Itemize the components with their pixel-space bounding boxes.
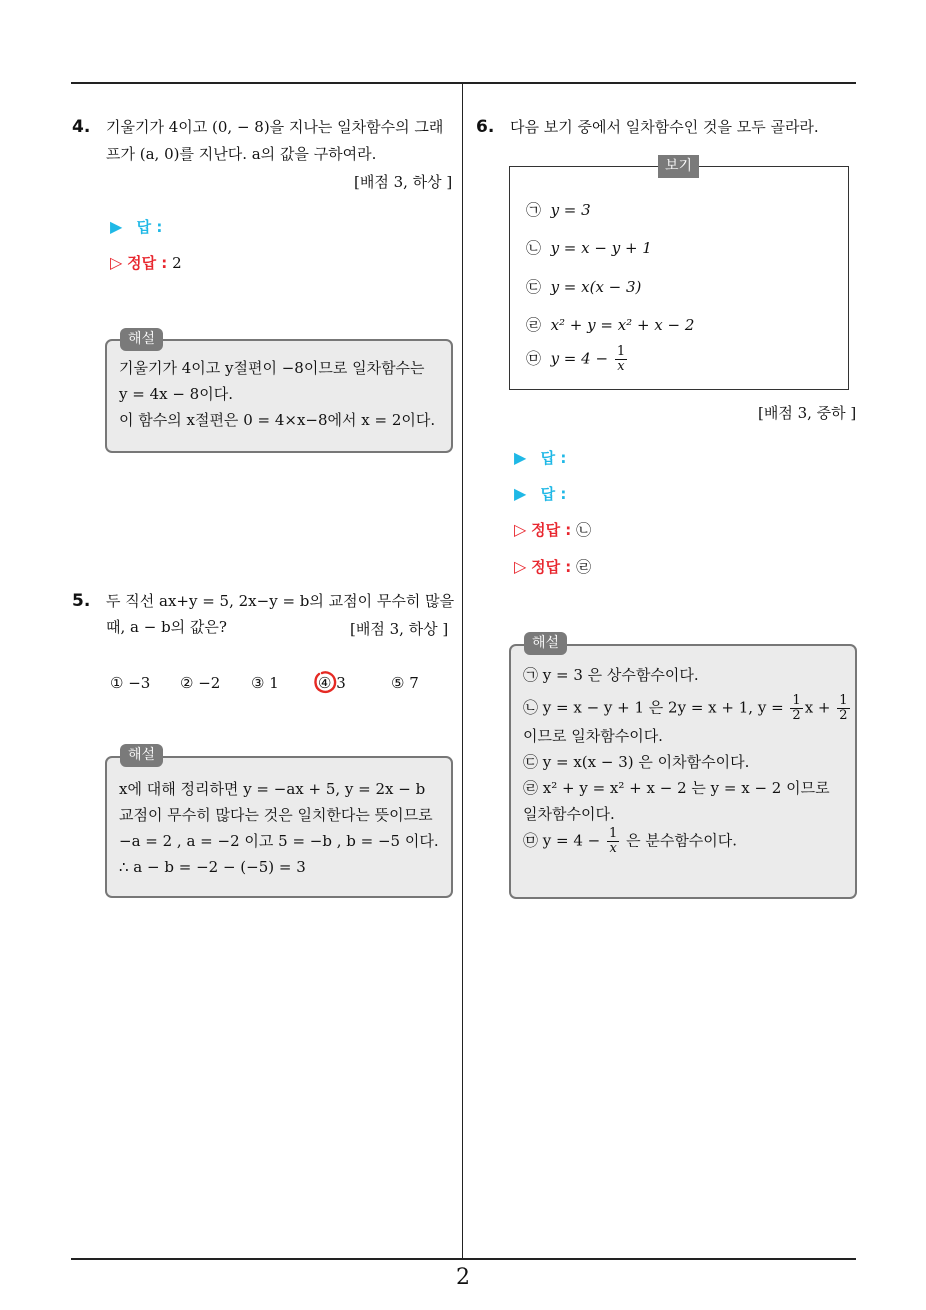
q4-correct-value: 2 bbox=[172, 254, 182, 272]
q6-explain-line7: ㉤ y = 4 − $\frac{1}{x}$ 은 분수함수이다. bbox=[523, 826, 738, 856]
q5-number: 5. bbox=[72, 591, 91, 611]
top-rule bbox=[71, 82, 856, 84]
red-answer-circle-icon bbox=[313, 670, 337, 694]
q6-explain-frac-half-2: $\frac{1}{2}$ bbox=[839, 693, 848, 723]
q4-answer-label: 답 : bbox=[136, 218, 163, 236]
q4-explanation-box bbox=[105, 339, 453, 453]
q5-explain-line2: 교점이 무수히 많다는 것은 일치한다는 뜻이므로 bbox=[119, 806, 433, 824]
q6-text-line1: 다음 보기 중에서 일차함수인 것을 모두 골라라. bbox=[510, 118, 819, 136]
q5-explain-line4: ∴ a − b = −2 − (−5) = 3 bbox=[119, 858, 306, 876]
open-triangle-icon: ▷ bbox=[514, 557, 527, 576]
q4-explain-line1: 기울기가 4이고 y절편이 −8이므로 일차함수는 bbox=[119, 359, 425, 377]
column-divider bbox=[462, 83, 463, 1259]
q6-correct-value-1: ㉡ bbox=[576, 521, 592, 539]
q6-bogi-box bbox=[509, 166, 849, 390]
q6-explain-frac-one-over-x: $\frac{1}{x}$ bbox=[609, 826, 618, 856]
q6-score: [배점 3, 중하 ] bbox=[758, 404, 857, 422]
q4-correct-label: 정답 : bbox=[127, 254, 168, 272]
q4-text-line2: 프가 (a, 0)를 지난다. a의 값을 구하여라. bbox=[106, 145, 377, 163]
q6-explain-line4: ㉢ y = x(x − 3) 은 이차함수이다. bbox=[523, 753, 750, 771]
filled-triangle-icon: ▶ bbox=[514, 484, 527, 503]
q6-correct-label-1: 정답 : bbox=[531, 521, 572, 539]
q4-score: [배점 3, 하상 ] bbox=[354, 173, 453, 191]
q6-bogi-item-1: ㉠ y = 3 bbox=[526, 201, 591, 219]
open-triangle-icon: ▷ bbox=[514, 520, 527, 539]
q5-explain-line3: −a = 2 , a = −2 이고 5 = −b , b = −5 이다. bbox=[119, 832, 439, 850]
q6-explain-line3: 이므로 일차함수이다. bbox=[523, 727, 663, 745]
q5-text-line1: 두 직선 ax+y = 5, 2x−y = b의 교점이 무수히 많을 bbox=[106, 592, 455, 610]
q5-explanation-tag: 해설 bbox=[120, 744, 163, 767]
q5-score: [배점 3, 하상 ] bbox=[350, 620, 449, 638]
q4-answer-row bbox=[110, 216, 162, 237]
q6-answer-label-1: 답 : bbox=[540, 449, 567, 467]
q4-explanation-tag: 해설 bbox=[120, 328, 163, 351]
q6-correct-row-1 bbox=[514, 519, 591, 540]
filled-triangle-icon: ▶ bbox=[514, 448, 527, 467]
q4-number: 4. bbox=[72, 117, 91, 137]
q6-bogi-item-2: ㉡ y = x − y + 1 bbox=[526, 239, 652, 257]
q6-explanation-box bbox=[509, 644, 857, 899]
q6-answer-label-2: 답 : bbox=[540, 485, 567, 503]
q5-choice-2[interactable]: ② −2 bbox=[180, 674, 221, 692]
q5-choice-5[interactable]: ⑤ 7 bbox=[391, 674, 419, 692]
bottom-rule bbox=[71, 1258, 856, 1260]
q6-explain-line2: ㉡ y = x − y + 1 은 2y = x + 1, y = $\frac{1}{2}$ x + $\frac{1}{2}$ bbox=[523, 693, 848, 723]
filled-triangle-icon: ▶ bbox=[110, 217, 123, 236]
q6-correct-value-2: ㉣ bbox=[576, 558, 592, 576]
q6-explain-line1: ㉠ y = 3 은 상수함수이다. bbox=[523, 666, 699, 684]
q6-explain-line5: ㉣ x² + y = x² + x − 2 는 y = x − 2 이므로 bbox=[523, 779, 830, 797]
q4-text-line1: 기울기가 4이고 (0, − 8)을 지나는 일차함수의 그래 bbox=[106, 118, 444, 136]
page-number: 2 bbox=[456, 1265, 470, 1290]
q6-explanation-tag: 해설 bbox=[524, 632, 567, 655]
q6-correct-label-2: 정답 : bbox=[531, 558, 572, 576]
q4-explain-line2: y = 4x − 8이다. bbox=[119, 385, 233, 403]
q5-text-line2: 때, a − b의 값은? bbox=[106, 618, 227, 636]
q6-bogi-item-5: ㉤ y = 4 − $\frac{1}{x}$ bbox=[526, 344, 626, 374]
q5-explanation-box bbox=[105, 756, 453, 898]
q4-correct-row bbox=[110, 252, 182, 273]
q6-answer-row-2 bbox=[514, 483, 566, 504]
open-triangle-icon: ▷ bbox=[110, 253, 123, 272]
q6-item5-fraction: $\frac{1}{x}$ bbox=[616, 344, 626, 374]
q4-explain-line3: 이 함수의 x절편은 0 = 4×x−8에서 x = 2이다. bbox=[119, 411, 436, 429]
q5-choice-3[interactable]: ③ 1 bbox=[251, 674, 279, 692]
q6-bogi-tag: 보기 bbox=[658, 155, 699, 178]
q6-explain-frac-half-1: $\frac{1}{2}$ bbox=[792, 693, 801, 723]
q5-choice-1[interactable]: ① −3 bbox=[110, 674, 151, 692]
q6-number: 6. bbox=[476, 117, 495, 137]
q6-answer-row-1 bbox=[514, 447, 566, 468]
q5-explain-line1: x에 대해 정리하면 y = −ax + 5, y = 2x − b bbox=[119, 780, 426, 798]
q6-bogi-item-4: ㉣ x² + y = x² + x − 2 bbox=[526, 316, 695, 334]
q6-bogi-item-3: ㉢ y = x(x − 3) bbox=[526, 278, 642, 296]
q5-choice-4[interactable]: ④ 3 bbox=[318, 674, 346, 692]
q6-correct-row-2 bbox=[514, 556, 591, 577]
q6-explain-line6: 일차함수이다. bbox=[523, 805, 615, 823]
